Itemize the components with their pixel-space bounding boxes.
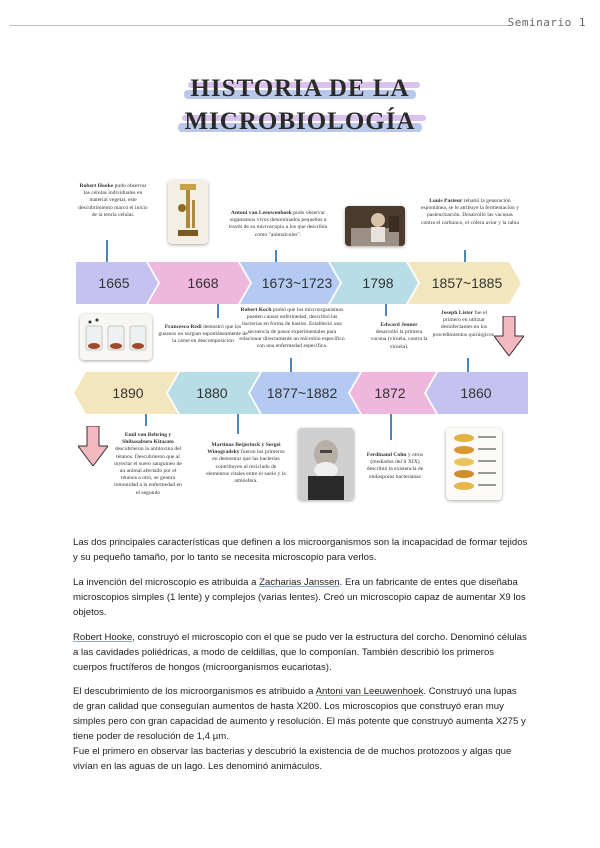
note-koch-name: Robert Koch	[240, 307, 272, 313]
title-line-2	[0, 108, 600, 136]
note-cohn-text: y otros (mediados del S XIX) describió la existencia de endosporas bacterianas	[366, 452, 424, 480]
p4-after: . Construyó una lupas de gran calidad que conseguían aumentos de hasta X200. Los microscopios que construyó eran muy simples pero con gran capacidad de aumento y resolución. El más potente que construyó aumenta X275 y tiene poder de resolución de 1,4 µm.	[73, 686, 526, 742]
redi-jars-image	[80, 314, 152, 360]
paragraph-3	[73, 630, 529, 675]
note-beijerinck	[206, 442, 286, 485]
p2-before: La invención del microscopio es atribuida a	[73, 577, 260, 588]
note-behring-name: Emil von Behring y Shibasaburo Kitasato	[122, 432, 174, 446]
down-arrow-left	[78, 426, 108, 466]
note-koch	[238, 307, 346, 350]
title-text-2: MICROBIOLOGÍA	[178, 108, 421, 136]
year-1673-1723: 1673~1723	[261, 275, 333, 291]
p3-after: , construyó el microscopio con el que se pudo ver la estructura del corcho. Denominó células a las cavidades poliédricas, a modo de celdillas, que lo componían. También describió los primeros cuerpos fructíferos de hongos (microorganismos eucariotas).	[73, 632, 527, 673]
note-jenner	[370, 322, 428, 351]
note-redi-text: demostró que los gusanos no surgían espontáneamente de la carne en descomposición	[158, 324, 248, 345]
year-1665: 1665	[98, 275, 130, 291]
note-behring	[112, 432, 184, 497]
year-1877-1882: 1877~1882	[266, 385, 338, 401]
note-leeuwenhoek	[226, 210, 330, 239]
note-redi	[158, 324, 248, 346]
link-zacharias-janssen[interactable]: Zacharias Janssen	[259, 577, 340, 588]
note-pasteur	[420, 198, 520, 227]
koch-portrait-image	[298, 428, 354, 500]
note-beijerinck-name: Martinus Beijerinck y Sergei Winogradsky	[207, 442, 281, 456]
connector-1798	[385, 304, 387, 316]
header-label: Seminario 1	[507, 16, 586, 29]
note-hooke-text: pudo observar las células individuales en material vegetal, este descubrimiento marcó el inicio de la teoría celular.	[78, 183, 148, 218]
link-antoni-van-leeuwenhoek[interactable]: Antoni van Leeuwenhoek	[315, 686, 424, 697]
leeuwenhoek-portrait-image	[345, 206, 405, 246]
p4-before: El descubrimiento de los microorganismos es atribuido a	[73, 686, 316, 697]
note-hooke	[78, 183, 148, 219]
note-hooke-name: Robert Hooke	[79, 183, 114, 189]
note-pasteur-text: rebatió la generación espontánea, se le atribuye la fermentación y pasteurización. Desarrolló las vacunas contra el carbunco, el cólera aviar y la rabia	[420, 198, 519, 226]
connector-1860	[467, 358, 469, 372]
note-jenner-name: Edward Jenner	[380, 322, 418, 328]
paragraph-2-text	[73, 575, 529, 620]
year-1880: 1880	[196, 385, 228, 401]
paragraph-5	[73, 744, 529, 774]
year-1872: 1872	[374, 385, 406, 401]
note-behring-text: descubrieron la antitoxina del tétanos. Descubrieron que al inyectar el suero sanguíneo de un animal afectado por el tétanos a otro, se genera inmunidad a la enfermedad en el segundo	[114, 446, 182, 496]
hooke-microscope-image	[168, 180, 208, 244]
note-cohn-name: Ferdinand Cohn	[366, 452, 407, 458]
year-1668: 1668	[187, 275, 219, 291]
connector-1877	[290, 358, 292, 372]
paragraph-2	[73, 575, 529, 620]
paragraph-3-text	[73, 630, 529, 675]
connector-1673	[275, 250, 277, 262]
connector-1668	[217, 304, 219, 318]
note-leeuwenhoek-name: Antoni van Leeuwenhoek	[230, 210, 292, 216]
header-rule	[10, 25, 510, 26]
link-robert-hooke[interactable]: Robert Hooke	[73, 632, 133, 643]
paragraph-1	[73, 535, 529, 565]
note-lister-text: fue el primero en utilizar desinfectantes en los procedimientos quirúrgicos.	[432, 310, 496, 338]
note-leeuwenhoek-text: pudo observar organismos vivos denominados pequeños a través de su microscopio a los que describía como "animalcules".	[228, 210, 328, 238]
note-lister	[432, 310, 496, 339]
note-cohn	[364, 452, 426, 481]
title-line-1	[0, 75, 600, 103]
note-jenner-text: desarrolló la primera vacuna (viruela, contra la viruela).	[370, 329, 428, 350]
connector-1890	[145, 414, 147, 426]
connector-1872	[390, 414, 392, 440]
year-1857-1885: 1857~1885	[431, 275, 503, 291]
note-koch-text: probó que los microorganismos pueden causar enfermedad, describió las bacterias en forma de bastón. Estableció una secuencia de pasos experimentales para relacionar directamente un microbio específico con una enfermedad específica.	[239, 307, 345, 350]
note-redi-name: Francesco Redi	[164, 324, 202, 330]
paragraph-1-text: Las dos principales características que definen a los microorganismos son la incapacidad de formar tejidos y su pequeño tamaño, por lo tanto se necesita microscopio para verlos.	[73, 537, 528, 563]
paragraph-4-text	[73, 684, 529, 744]
connector-1880	[237, 414, 239, 434]
note-pasteur-name: Louis Pasteur	[429, 198, 463, 204]
note-lister-name: Joseph Lister	[440, 310, 474, 316]
paragraph-5-text: Fue el primero en observar las bacterias y descubrió la existencia de de muchos protozoos y algas que vivían en las aguas de un lago. Les denominó animáculos.	[73, 746, 512, 772]
note-beijerinck-text: fueron los primeros en demostrar que las bacterias contribuyen al reciclado de elementos vitales entre el suelo y la atmósfera.	[206, 449, 286, 485]
connector-1857	[464, 250, 466, 262]
paragraph-4	[73, 684, 529, 744]
year-1860: 1860	[460, 385, 492, 401]
p2-after: . Era un fabricante de entes que diseñaba microscopios simples (1 lente) y complejos (varias lentes). Creó un microscopio capaz de aumentar X9 los objetos.	[73, 577, 526, 618]
year-1798: 1798	[362, 275, 394, 291]
connector-1665	[106, 240, 108, 262]
title-text-1: HISTORIA DE LA	[184, 75, 415, 103]
down-arrow-right	[494, 316, 524, 356]
endospore-cultures-image	[446, 428, 502, 500]
year-1890: 1890	[112, 385, 144, 401]
